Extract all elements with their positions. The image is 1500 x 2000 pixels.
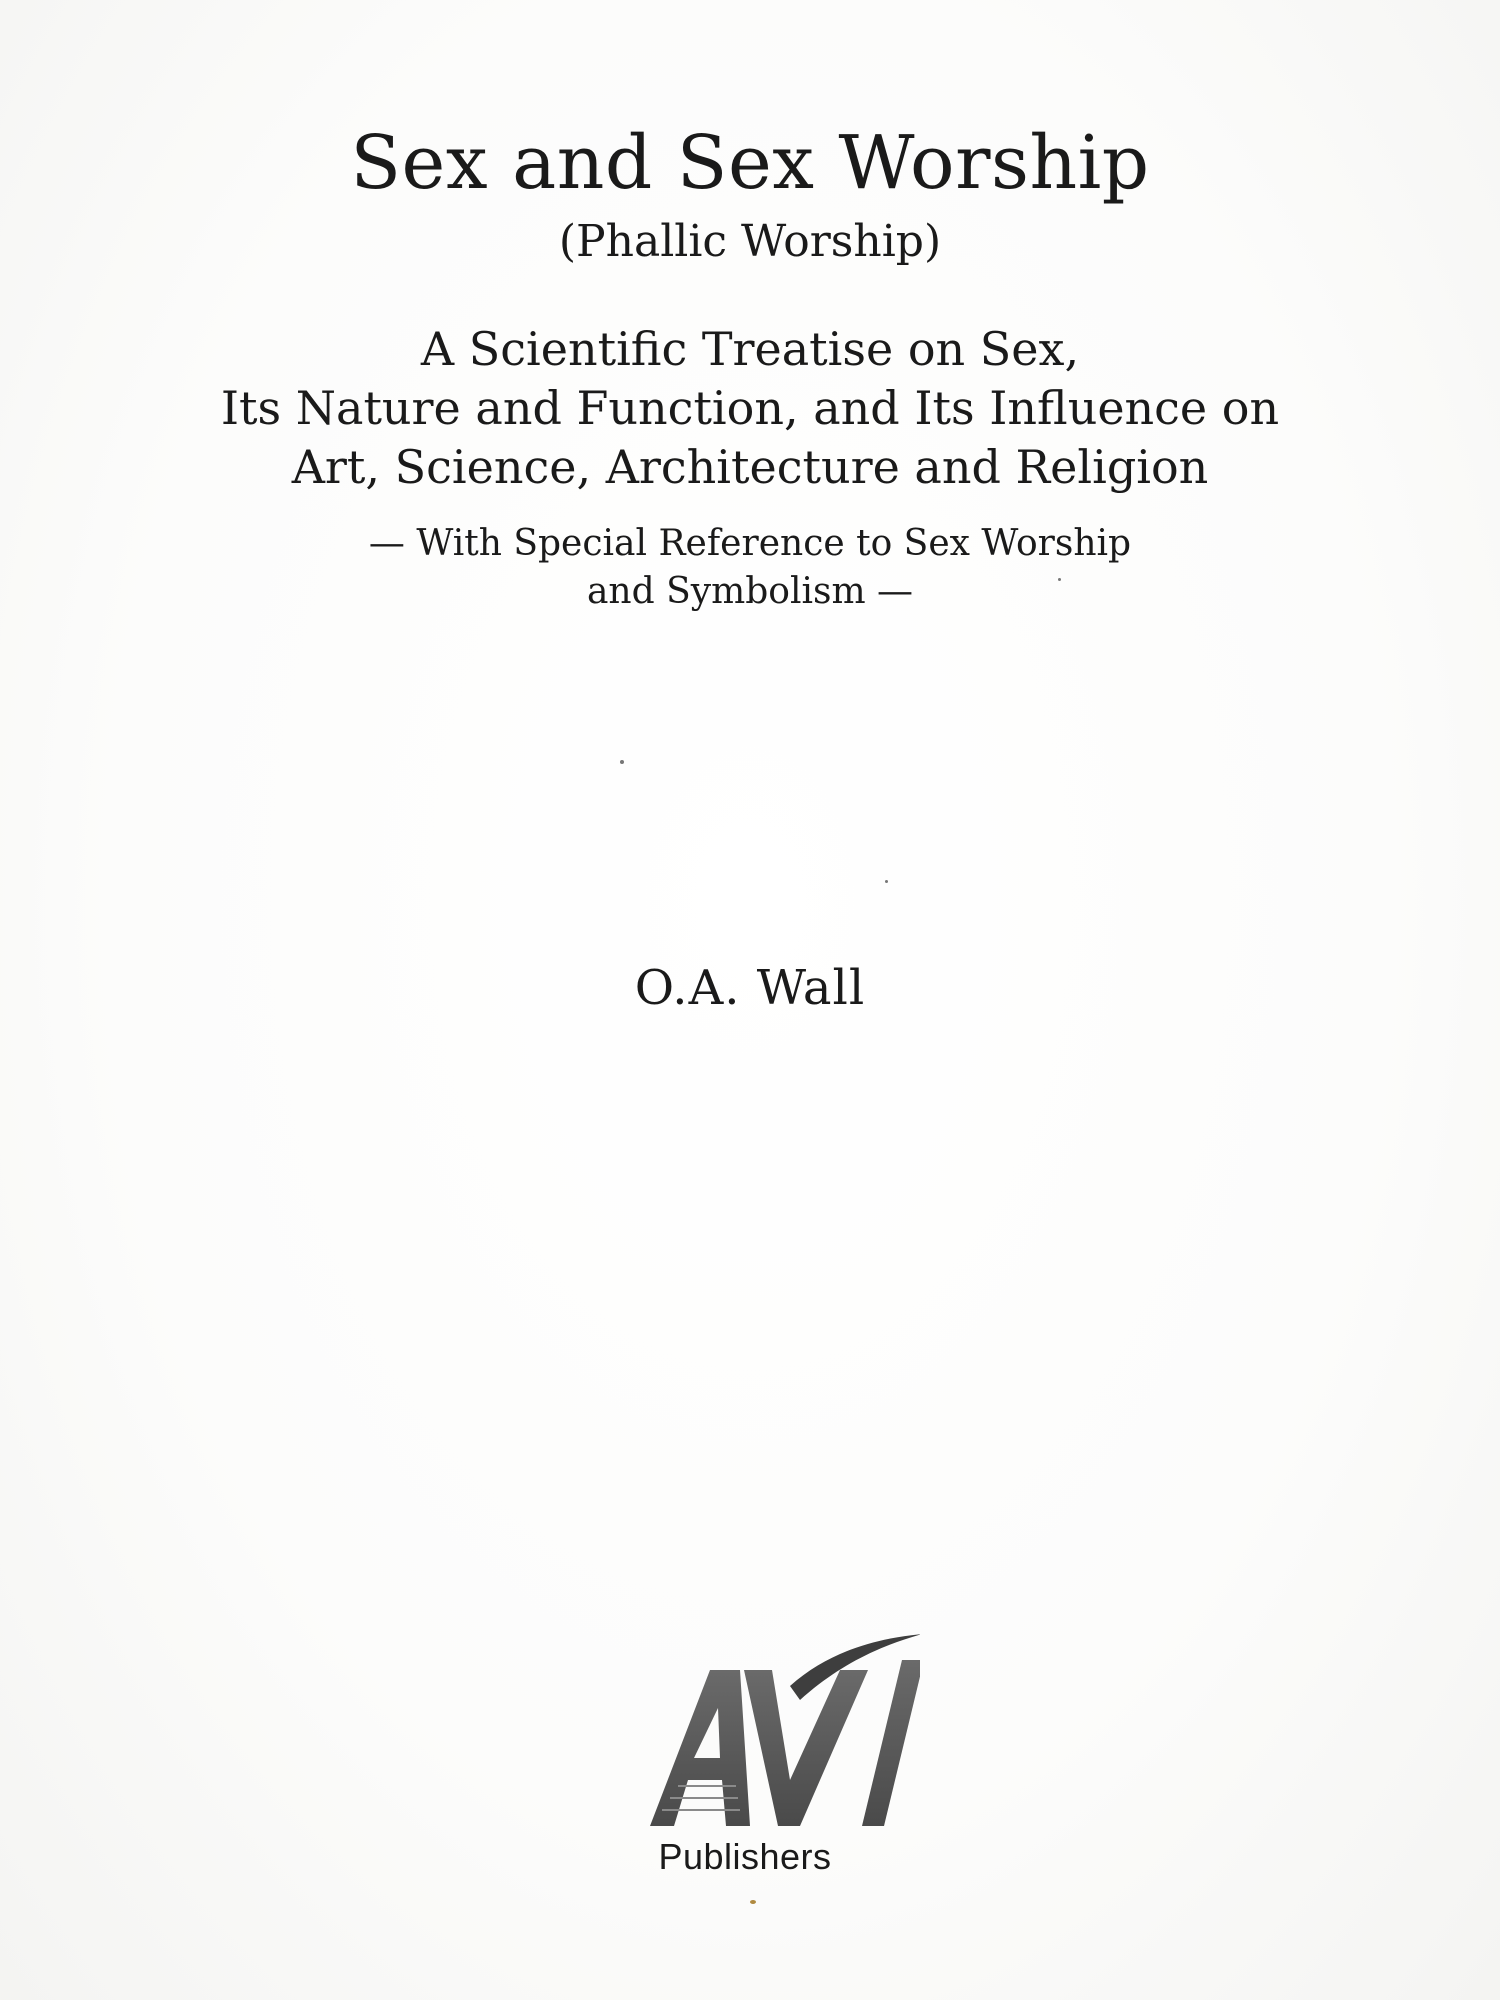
book-description [0, 320, 1500, 497]
description-line: A Scientific Treatise on Sex, [420, 322, 1080, 376]
paper-speck [885, 880, 888, 883]
paper-speck [750, 1900, 756, 1904]
book-subtitle: (Phallic Worship) [558, 216, 942, 267]
paper-speck [620, 760, 624, 764]
paper-speck [1058, 578, 1061, 581]
author-name: O.A. Wall [634, 960, 866, 1016]
description-line: Its Nature and Function, and Its Influence on [220, 381, 1280, 435]
special-reference [0, 520, 1500, 616]
avi-publishers-logo-icon [640, 1630, 920, 1830]
publisher-name: Publishers [658, 1836, 832, 1877]
book-title: Sex and Sex Worship [350, 120, 1150, 206]
description-line: Art, Science, Architecture and Religion [291, 440, 1209, 494]
reference-line: and Symbolism — [586, 571, 914, 612]
reference-line: — With Special Reference to Sex Worship [368, 523, 1132, 564]
